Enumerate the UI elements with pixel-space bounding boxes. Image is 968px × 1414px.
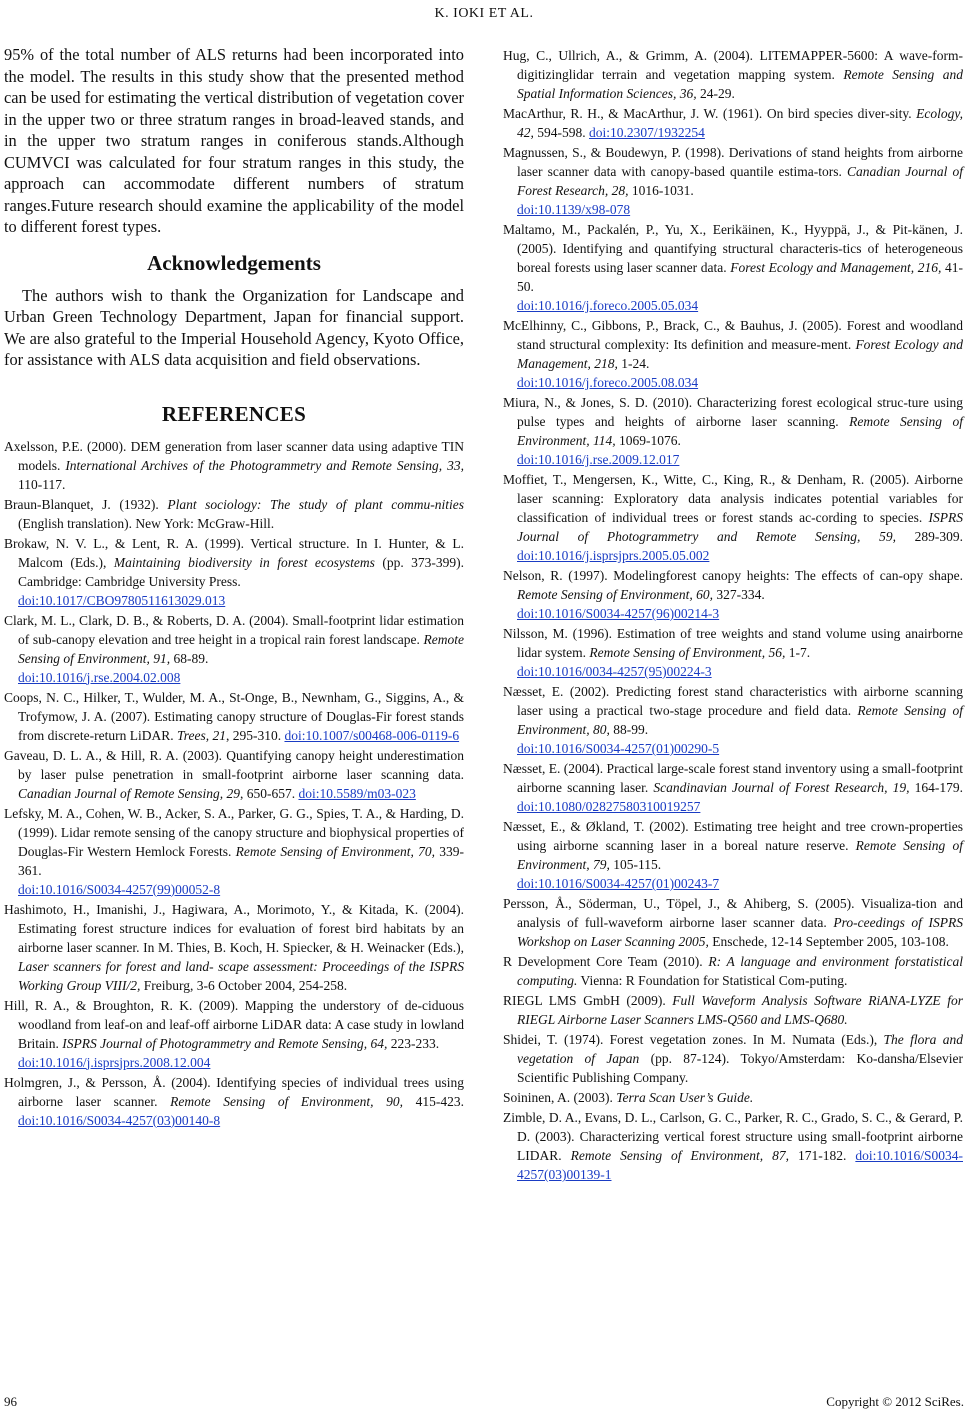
reference-entry	[503, 316, 963, 392]
acknowledgements-paragraph: The authors wish to thank the Organization for Landscape and Urban Green Technology Department, Japan for financial support. We are also grateful to the Imperial Household Agency, Kyoto Office, for assistance with ALS data acquisition and field observations.	[4, 285, 464, 369]
reference-source: Remote Sensing of Environment, 60,	[517, 587, 713, 602]
reference-source: Remote Sensing of Environment, 56,	[589, 645, 786, 660]
references-heading: REFERENCES	[161, 401, 307, 426]
reference-source: Scandinavian Journal of Forest Research, 19,	[653, 780, 910, 795]
reference-text: MacArthur, R. H., & MacArthur, J. W. (1961). On bird species diver-sity.	[503, 106, 917, 121]
reference-text: Maltamo, M., Packalén, P., Yu, X., Eerikäinen, K., Hyyppä, J., & Pit-känen, J. (2005). Identifying and quantifying structural characteris-tics of heterogeneous boreal forests using laser scanner data.	[503, 222, 963, 275]
reference-pages: Enschede, 12-14 September 2005, 103-108.	[708, 934, 949, 949]
reference-entry	[4, 688, 464, 745]
doi-link[interactable]: doi:10.1016/S0034-4257(01)00243-7	[517, 876, 720, 891]
reference-pages: 1069-1076.	[615, 433, 681, 448]
reference-text: Shidei, T. (1974). Forest vegetation zones. In M. Numata (Eds.),	[503, 1032, 884, 1047]
reference-text: Næsset, E. (2004). Practical large-scale forest stand inventory using a small-footprint airborne scanning laser.	[503, 761, 963, 795]
reference-pages: 41-50.	[517, 260, 963, 294]
reference-entry	[503, 759, 963, 816]
reference-entry	[4, 746, 464, 803]
reference-source: Remote Sensing of Environment, 114,	[517, 414, 963, 448]
reference-entry	[4, 996, 464, 1072]
reference-source: ISPRS Journal of Photogrammetry and Remote Sensing, 64,	[62, 1035, 388, 1051]
reference-entry	[503, 682, 963, 758]
acknowledgements-heading: Acknowledgements	[147, 250, 321, 275]
reference-source: Remote Sensing and Spatial Information Sciences, 36,	[517, 67, 963, 101]
reference-pages: 1-24.	[617, 356, 650, 371]
reference-text: Holmgren, J., & Persson, Å. (2004). Identifying species of individual trees using airborne laser scanner.	[4, 1074, 464, 1109]
reference-text: Hug, C., Ullrich, A., & Grimm, A. (2004). LITEMAPPER-5600: A wave-form-digitizinglidar terrain and vegetation mapping system.	[503, 48, 963, 82]
reference-source: R: A language and environment forstatistical computing.	[517, 954, 963, 988]
reference-pages: , 295-310.	[225, 727, 285, 743]
left-column	[4, 44, 464, 1131]
reference-pages: (pp. 87-124). Tokyo/Amsterdam: Ko-dansha/Elsevier Scientific Publishing Company.	[517, 1051, 963, 1085]
reference-pages: 1016-1031.	[628, 183, 694, 198]
reference-pages: 1-7.	[785, 645, 811, 660]
reference-pages: Vienna: R Foundation for Statistical Com-puting.	[577, 973, 848, 988]
reference-text: Persson, Å., Söderman, U., Töpel, J., & Ahiberg, S. (2005). Visualiza-tion and analysis of full-waveform airborne laser scanner data.	[503, 896, 963, 930]
reference-pages: 594-598.	[533, 125, 589, 140]
reference-entry	[503, 991, 963, 1029]
reference-pages: Freiburg, 3-6 October 2004, 254-258.	[140, 977, 348, 993]
reference-source: Full Waveform Analysis Software RiANA-LYZE for RIEGL Airborne Laser Scanners LMS-Q560 and LMS-Q680.	[517, 993, 963, 1027]
reference-entry	[503, 566, 963, 623]
reference-source: Canadian Journal of Remote Sensing, 29	[18, 785, 240, 801]
reference-pages: 223-233.	[387, 1035, 440, 1051]
reference-source: Remote Sensing of Environment, 87,	[570, 1148, 790, 1163]
reference-pages: 289-309.	[895, 529, 963, 544]
doi-link[interactable]: doi:10.1016/j.foreco.2005.08.034	[517, 375, 699, 390]
reference-entry	[503, 220, 963, 315]
doi-link[interactable]: doi:10.1016/j.foreco.2005.05.034	[517, 298, 699, 313]
doi-link[interactable]: doi:10.1080/02827580310019257	[517, 799, 701, 814]
reference-text: Magnussen, S., & Boudewyn, P. (1998). Derivations of stand heights from airborne laser scanner data with canopy-based quantile estima-tors.	[503, 145, 963, 179]
reference-source: Laser scanners for forest and land- scape assessment: Proceedings of the ISPRS Working Group VIII/2,	[18, 958, 464, 993]
reference-pages: 171-182.	[789, 1148, 856, 1163]
reference-source: International Archives of the Photogrammetry and Remote Sensing, 33,	[65, 457, 464, 473]
reference-text: RIEGL LMS GmbH (2009).	[503, 993, 673, 1008]
doi-link[interactable]: doi:10.1016/j.isprsjprs.2005.05.002	[517, 548, 710, 563]
reference-entry	[503, 817, 963, 893]
doi-link[interactable]: doi:10.1139/x98-078	[517, 202, 631, 217]
reference-source: Pro-ceedings of ISPRS Workshop on Laser Scanning 2005,	[517, 915, 963, 949]
doi-link[interactable]: doi:10.1016/S0034-4257(01)00290-5	[517, 741, 720, 756]
reference-pages: 24-29.	[696, 86, 735, 101]
reference-text: R Development Core Team (2010).	[503, 954, 709, 969]
reference-entry	[4, 900, 464, 995]
reference-text: Miura, N., & Jones, S. D. (2010). Characterizing forest ecological struc-ture using pulse types and heights of airborne laser scanning.	[503, 395, 963, 429]
reference-entry	[4, 534, 464, 610]
reference-source: Remote Sensing of Environment, 70,	[235, 843, 436, 859]
reference-pages: 105-115.	[609, 857, 662, 872]
reference-text: McElhinny, C., Gibbons, P., Brack, C., & Bauhus, J. (2005). Forest and woodland stand structural complexity: Its definition and measure-ment.	[503, 318, 963, 352]
reference-text: Braun-Blanquet, J. (1932).	[4, 496, 168, 512]
running-header: K. IOKI ET AL.	[434, 6, 534, 21]
reference-text: Coops, N. C., Hilker, T., Wulder, M. A., St-Onge, B., Newnham, G., Siggins, A., & Trofymow, J. A. (2007). Estimating canopy structure of Douglas-Fir forest stands from discrete-return LiDAR.	[4, 689, 464, 743]
reference-entry	[503, 393, 963, 469]
reference-source: The flora and vegetation of Japan	[517, 1032, 963, 1066]
reference-text: Clark, M. L., Clark, D. B., & Roberts, D. A. (2004). Small-footprint lidar estimation of sub-canopy elevation and tree height in a tropical rain forest landscape.	[4, 612, 464, 647]
reference-source: Forest Ecology and Management, 218,	[517, 337, 963, 371]
reference-text: Nilsson, M. (1996). Estimation of tree weights and stand volume using anairborne lidar system.	[503, 626, 963, 660]
doi-link[interactable]: doi:10.2307/1932254	[589, 125, 705, 140]
reference-entry	[503, 1108, 963, 1184]
reference-entry	[503, 470, 963, 565]
reference-pages: (pp. 373-399). Cambridge: Cambridge University Press.	[18, 554, 464, 589]
reference-source: Remote Sensing of Environment, 91,	[18, 631, 464, 666]
reference-pages: 110-117.	[18, 476, 66, 492]
copyright-notice: Copyright © 2012 SciRes.	[826, 1394, 964, 1409]
doi-link[interactable]: doi:10.1017/CBO9780511613029.013	[18, 592, 226, 608]
reference-source: Plant sociology: The study of plant commu-nities	[167, 496, 464, 512]
reference-source: Terra Scan User’s Guide.	[616, 1090, 754, 1105]
reference-text: Nelson, R. (1997). Modelingforest canopy heights: The effects of can-opy shape.	[503, 568, 963, 583]
references-list-left	[4, 437, 464, 1130]
reference-source: ISPRS Journal of Photogrammetry and Remote Sensing, 59,	[517, 510, 963, 544]
reference-entry	[4, 1073, 464, 1130]
reference-text: Zimble, D. A., Evans, D. L., Carlson, G. C., Parker, R. C., Grado, S. C., & Gerard, P. D. (2003). Characterizing vertical forest structure using small-footprint airborne LIDAR.	[503, 1110, 963, 1163]
reference-source: Forest Ecology and Management, 216,	[730, 260, 942, 275]
page-number: 96	[4, 1394, 17, 1409]
reference-entry	[4, 611, 464, 687]
reference-entry	[4, 437, 464, 494]
reference-pages: 68-89.	[170, 650, 209, 666]
reference-entry	[503, 894, 963, 951]
reference-text: Soininen, A. (2003).	[503, 1090, 617, 1105]
reference-pages: (English translation). New York: McGraw-Hill.	[18, 515, 275, 531]
doi-link[interactable]: doi:10.1016/j.isprsjprs.2008.12.004	[18, 1054, 211, 1070]
reference-entry	[503, 952, 963, 990]
reference-source: Remote Sensing of Environment, 90,	[170, 1093, 404, 1109]
doi-link[interactable]: doi:10.1016/S0034-4257(99)00052-8	[18, 881, 221, 897]
right-column	[503, 46, 963, 1185]
reference-source: Ecology, 42,	[517, 106, 963, 140]
reference-text: Næsset, E. (2002). Predicting forest stand characteristics with airborne scanning laser using a practical two-stage procedure and field data.	[503, 684, 963, 718]
reference-source: Remote Sensing of Environment, 80,	[517, 703, 963, 737]
reference-text: Næsset, E., & Økland, T. (2002). Estimating tree height and tree crown-properties using airborne scanning laser in a boreal nature reserve.	[503, 819, 963, 853]
reference-entry	[4, 495, 464, 533]
references-list-right	[503, 46, 963, 1184]
doi-link[interactable]: doi:10.1016/0034-4257(95)00224-3	[517, 664, 712, 679]
doi-link[interactable]: doi:10.1016/j.rse.2004.02.008	[18, 669, 181, 685]
reference-source: Maintaining biodiversity in forest ecosystems	[113, 554, 375, 570]
reference-text: Lefsky, M. A., Cohen, W. B., Acker, S. A., Parker, G. G., Spies, T. A., & Harding, D. (1999). Lidar remote sensing of the canopy structure and biophysical properties of Douglas-Fir Western Hemlock Forests.	[4, 805, 464, 859]
reference-text: Brokaw, N. V. L., & Lent, R. A. (1999). Vertical structure. In I. Hunter, & L. Malcom (Eds.),	[4, 535, 464, 570]
reference-text: Hill, R. A., & Broughton, R. K. (2009). Mapping the understory of de-ciduous woodland from leaf-on and leaf-off airborne LiDAR data: A case study in lowland Britain.	[4, 997, 464, 1051]
reference-entry	[503, 143, 963, 219]
reference-entry	[503, 624, 963, 681]
doi-link[interactable]: doi:10.1016/S0034-4257(03)00140-8	[18, 1112, 221, 1128]
reference-pages: 339-361.	[18, 843, 464, 878]
reference-entry	[503, 1088, 963, 1107]
reference-text: Hashimoto, H., Imanishi, J., Hagiwara, A., Morimoto, Y., & Kitada, K. (2004). Estimating forest structure indices for evaluation of forest bird habitats by an airborne laser scanner. In M. Thies, B. Koch, H. Spiecker, & H. Weinacker (Eds.),	[4, 901, 464, 955]
reference-pages: 88-99.	[609, 722, 649, 737]
intro-paragraph: 95% of the total number of ALS returns had been incorporated into the model. The results in this study show that the presented method can be used for estimating the vertical distribution of vegetation cover in the upper two or three stratum ranges in broad-leaved stands, and in the upper two stratum ranges in coniferous stands.Although CUMVCI was calculated for four stratum ranges in this study, the approach can accommodate different numbers of stratum ranges.Future research should examine the applicability of the model to different forest types.	[4, 45, 464, 236]
doi-link[interactable]: doi:10.5589/m03-023	[298, 785, 416, 801]
doi-link[interactable]: doi:10.1016/j.rse.2009.12.017	[517, 452, 680, 467]
reference-entry	[503, 104, 963, 142]
reference-source: Trees, 21	[176, 727, 226, 743]
reference-pages: , 650-657.	[239, 785, 299, 801]
reference-source: Canadian Journal of Forest Research, 28,	[517, 164, 963, 198]
doi-link[interactable]: doi:10.1016/S0034-4257(03)00139-1	[517, 1148, 963, 1182]
reference-source: Remote Sensing of Environment, 79,	[517, 838, 963, 872]
doi-link[interactable]: doi:10.1016/S0034-4257(96)00214-3	[517, 606, 720, 621]
reference-pages: 415-423.	[403, 1093, 464, 1109]
doi-link[interactable]: doi:10.1007/s00468-006-0119-6	[284, 727, 460, 743]
reference-entry	[503, 1030, 963, 1087]
reference-pages: 164-179.	[909, 780, 963, 795]
reference-pages: 327-334.	[712, 587, 765, 602]
reference-text: Axelsson, P.E. (2000). DEM generation from laser scanner data using adaptive TIN models.	[4, 438, 464, 473]
reference-entry	[503, 46, 963, 103]
reference-text: Gaveau, D. L. A., & Hill, R. A. (2003). Quantifying canopy height underestimation by laser pulse penetration in small-footprint airborne laser scanning data.	[4, 747, 464, 782]
reference-text: Moffiet, T., Mengersen, K., Witte, C., King, R., & Denham, R. (2005). Airborne laser scanning: Exploratory data analysis indicates potential variables for classification of individual trees or forest stands ac-cording to species.	[503, 472, 963, 525]
reference-entry	[4, 804, 464, 899]
